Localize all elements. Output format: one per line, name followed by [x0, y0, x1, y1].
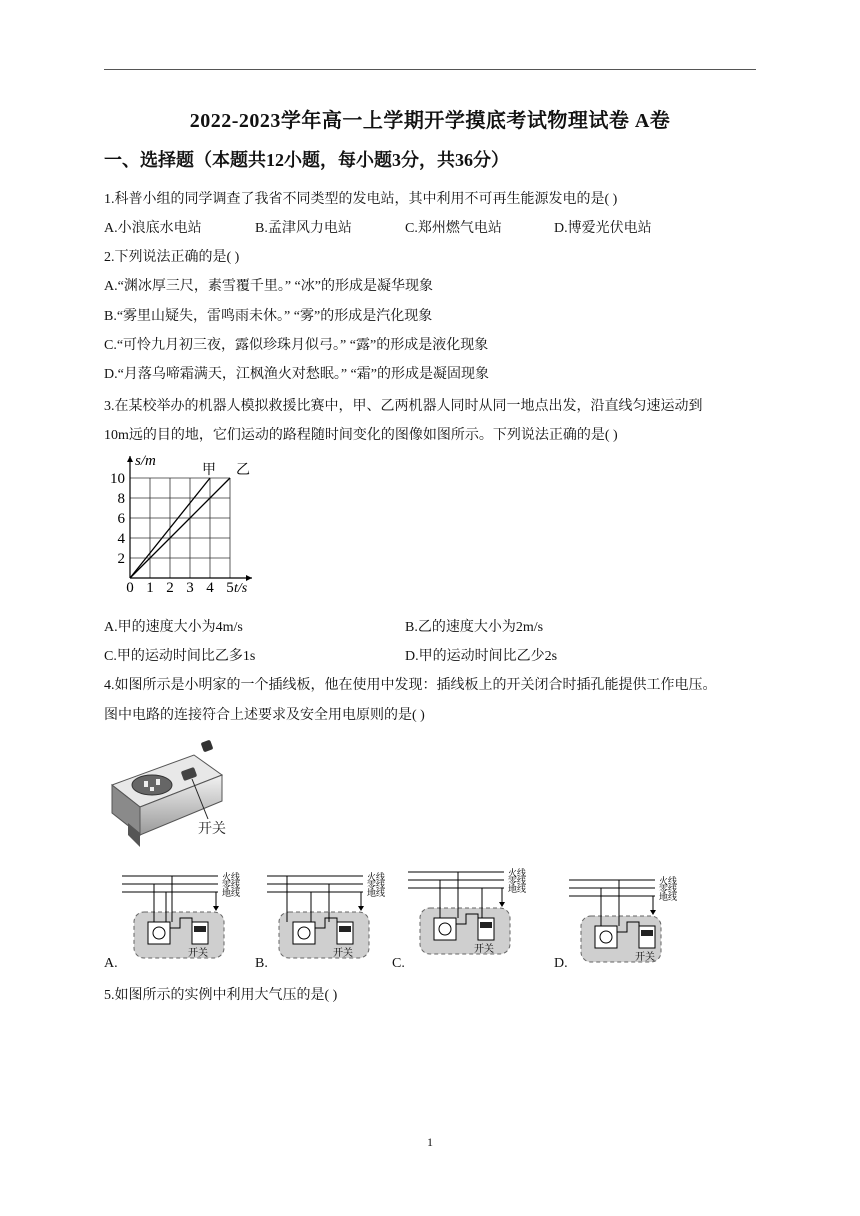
- q2-option-a: A.“渊冰厚三尺，素雪覆千里。” “冰”的形成是凝华现象: [104, 279, 433, 294]
- x-tick-label: 0: [126, 580, 134, 596]
- x-tick-label: 5: [226, 580, 234, 596]
- wire-label-2: 地线: [367, 888, 386, 898]
- chart-series: [130, 478, 230, 578]
- wiring-diagram-d: [567, 872, 687, 964]
- q3-stem-line1: 3.在某校举办的机器人模拟救援比赛中，甲、乙两机器人同时从同一地点出发，沿直线匀速运动到: [104, 399, 703, 414]
- socket-icon: [434, 918, 456, 940]
- y-tick-label: 6: [117, 511, 125, 527]
- q1-stem: 1.科普小组的同学调查了我省不同类型的发电站，其中利用不可再生能源发电的是( ): [104, 192, 618, 207]
- page-title: 2022-2023学年高一上学期开学摸底考试物理试卷 A卷: [189, 110, 671, 132]
- wire-label-2: 地线: [222, 888, 241, 898]
- q2-option-d: D.“月落乌啼霜满天，江枫渔火对愁眠。” “霜”的形成是凝固现象: [104, 367, 489, 382]
- socket-icon: [148, 922, 170, 944]
- series-name-2: 乙: [236, 463, 250, 478]
- socket-icon: [595, 926, 617, 948]
- series-name-1: 甲: [202, 463, 216, 478]
- q3-option-c: C.甲的运动时间比乙多1s: [104, 649, 256, 664]
- earth-arrow: [499, 902, 505, 907]
- switch-icon: [478, 918, 494, 940]
- wire-label-0: 火线: [367, 872, 386, 882]
- switch-rocker-icon: [339, 926, 351, 932]
- wire-label-0: 火线: [222, 872, 241, 882]
- q2-option-c: C.“可怜九月初三夜，露似珍珠月似弓。” “露”的形成是液化现象: [104, 338, 489, 353]
- chart-labels: [110, 453, 250, 596]
- q2-option-b: B.“雾里山疑失，雷鸣雨未休。” “雾”的形成是汽化现象: [104, 309, 433, 324]
- q4-option-a: A.: [104, 956, 118, 971]
- q4-option-b: B.: [255, 956, 268, 971]
- power-strip-label: 开关: [198, 822, 226, 837]
- switch-icon: [639, 926, 655, 948]
- q1-option-a: A.小浪底水电站: [104, 221, 202, 236]
- switch-icon: [337, 922, 353, 944]
- power-strip-illustration: [104, 735, 254, 855]
- wire-label-2: 地线: [659, 892, 678, 902]
- switch-rocker-icon: [194, 926, 206, 932]
- switch-icon: [192, 922, 208, 944]
- y-tick-label: 8: [117, 491, 125, 507]
- q3-option-d: D.甲的运动时间比乙少2s: [405, 649, 558, 664]
- q1-option-d: D.博爱光伏电站: [554, 221, 652, 236]
- y-tick-label: 2: [117, 551, 125, 567]
- q4-option-d: D.: [554, 956, 568, 971]
- wire-label-0: 火线: [508, 868, 527, 878]
- y-tick-label: 10: [110, 471, 125, 487]
- q4-option-c: C.: [392, 956, 405, 971]
- q5-stem: 5.如图所示的实例中利用大气压的是( ): [104, 988, 338, 1003]
- earth-arrow: [213, 906, 219, 911]
- header-rule: [104, 69, 756, 70]
- y-axis-label: s/m: [135, 453, 156, 469]
- switch-label: 开关: [188, 948, 208, 959]
- q3-option-a: A.甲的速度大小为4m/s: [104, 620, 243, 635]
- section-heading: 一、选择题（本题共12小题，每小题3分，共36分）: [104, 150, 509, 170]
- distance-time-chart: [104, 448, 284, 598]
- q1-option-b: B.孟津风力电站: [255, 221, 352, 236]
- q2-stem: 2.下列说法正确的是( ): [104, 250, 240, 265]
- y-axis-arrow: [127, 456, 133, 462]
- wire-label-0: 火线: [659, 876, 678, 886]
- q1-option-c: C.郑州燃气电站: [405, 221, 502, 236]
- q3-option-b: B.乙的速度大小为2m/s: [405, 620, 544, 635]
- wire-label-1: 零线: [222, 880, 241, 890]
- earth-arrow: [358, 906, 364, 911]
- wire-label-1: 零线: [367, 880, 386, 890]
- wire-label-2: 地线: [508, 884, 527, 894]
- wire-label-1: 零线: [659, 884, 678, 894]
- wiring-diagram-b: [265, 868, 395, 968]
- wiring-diagram-c: [406, 864, 536, 964]
- switch-label: 开关: [333, 948, 353, 959]
- page-number: 1: [427, 1135, 433, 1149]
- switch-label: 开关: [635, 952, 655, 963]
- series-line-2: [130, 478, 230, 578]
- q3-stem-line2: 10m远的目的地，它们运动的路程随时间变化的图像如图所示。下列说法正确的是( ): [104, 428, 618, 443]
- q4-stem-line1: 4.如图所示是小明家的一个插线板，他在使用中发现：插线板上的开关闭合时插孔能提供工作电压。: [104, 678, 717, 693]
- x-tick-label: 2: [166, 580, 174, 596]
- x-axis-label: t/s: [234, 581, 248, 596]
- switch-label: 开关: [474, 944, 494, 955]
- switch-rocker-icon: [641, 930, 653, 936]
- y-tick-label: 4: [117, 531, 125, 547]
- earth-arrow: [650, 910, 656, 915]
- wire-label-1: 零线: [508, 876, 527, 886]
- wiring-diagram-a: [120, 868, 250, 968]
- socket-icon: [293, 922, 315, 944]
- switch-rocker-icon: [480, 922, 492, 928]
- x-tick-label: 1: [146, 580, 154, 596]
- x-tick-label: 4: [206, 580, 214, 596]
- x-tick-label: 3: [186, 580, 194, 596]
- q4-stem-line2: 图中电路的连接符合上述要求及安全用电原则的是( ): [104, 708, 425, 723]
